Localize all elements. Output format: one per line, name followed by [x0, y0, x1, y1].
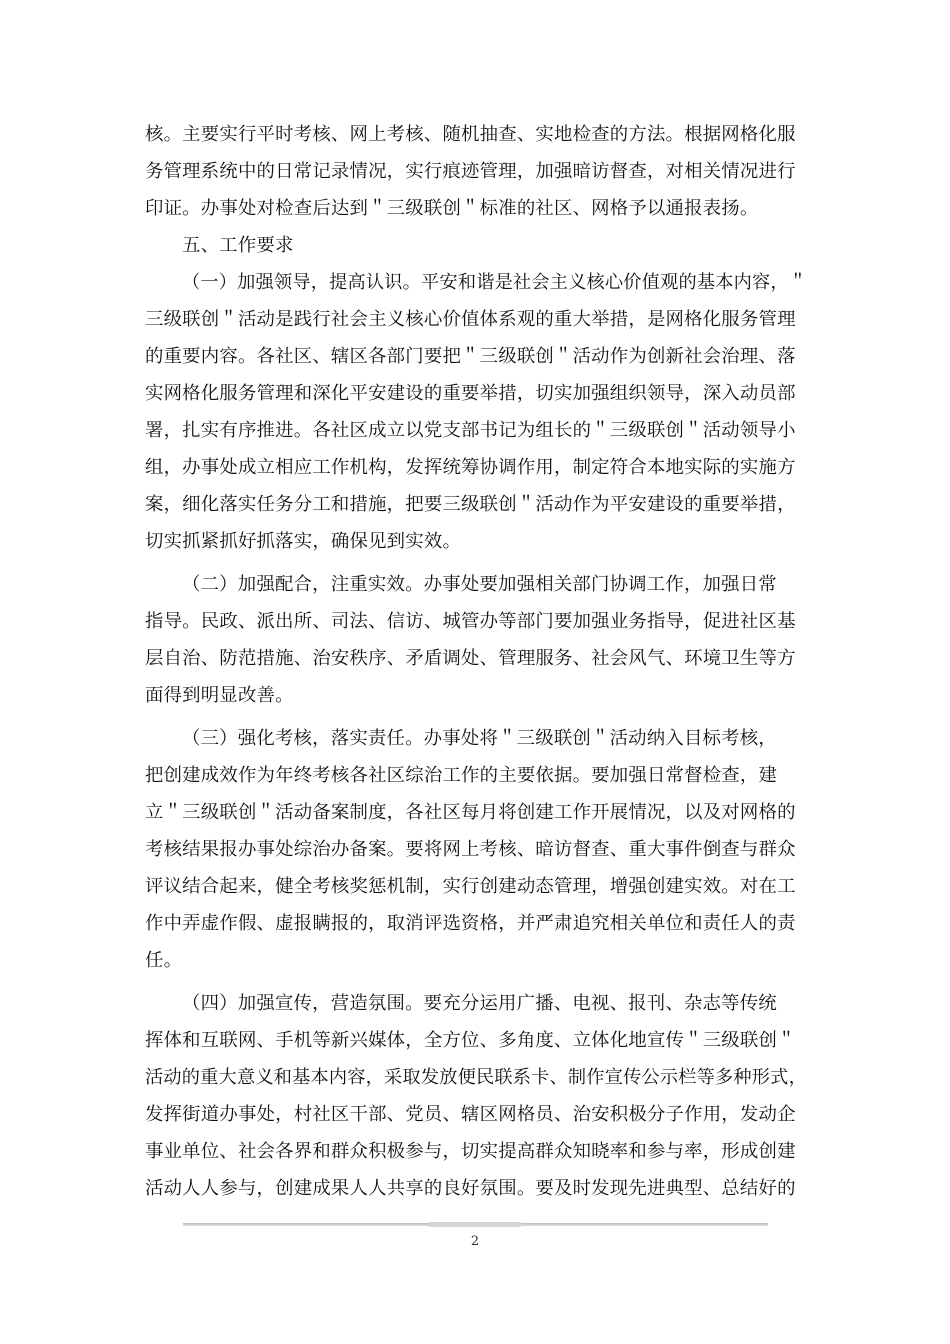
text-line: （三）强化考核，落实责任。办事处将＂三级联创＂活动纳入目标考核，	[182, 728, 777, 749]
text-line: （四）加强宣传，营造氛围。要充分运用广播、电视、报刊、杂志等传统	[182, 993, 777, 1014]
text-line: 活动人人参与，创建成果人人共享的良好氛围。要及时发现先进典型、总结好的	[145, 1178, 796, 1199]
section-heading: 五、工作要求	[182, 235, 294, 256]
page-number: 2	[470, 1234, 480, 1249]
text-line: 印证。办事处对检查后达到＂三级联创＂标准的社区、网格予以通报表扬。	[145, 198, 759, 219]
text-line: 立＂三级联创＂活动备案制度，各社区每月将创建工作开展情况，以及对网格的	[145, 802, 796, 823]
text-line: 层自治、防范措施、治安秩序、矛盾调处、管理服务、社会风气、环境卫生等方	[145, 648, 796, 669]
document-body	[145, 116, 807, 1207]
text-line: 事业单位、社会各界和群众积极参与，切实提高群众知晓率和参与率，形成创建	[145, 1141, 796, 1162]
text-line: 的重要内容。各社区、辖区各部门要把＂三级联创＂活动作为创新社会治理、落	[145, 346, 796, 367]
text-line: （一）加强领导，提高认识。平安和谐是社会主义核心价值观的基本内容，＂	[182, 272, 808, 293]
text-line: 作中弄虚作假、虚报瞒报的，取消评选资格，并严肃追究相关单位和责任人的责	[145, 913, 796, 934]
footer-divider-accent	[429, 1222, 521, 1227]
text-line: 组，办事处成立相应工作机构，发挥统筹协调作用，制定符合本地实际的实施方	[145, 457, 796, 478]
text-line: 指导。民政、派出所、司法、信访、城管办等部门要加强业务指导，促进社区基	[145, 611, 796, 632]
text-line: 挥体和互联网、手机等新兴媒体，全方位、多角度、立体化地宣传＂三级联创＂	[145, 1030, 796, 1051]
text-line: 评议结合起来，健全考核奖惩机制，实行创建动态管理，增强创建实效。对在工	[145, 876, 796, 897]
text-line: 核。主要实行平时考核、网上考核、随机抽查、实地检查的方法。根据网格化服	[145, 124, 796, 145]
text-line: 活动的重大意义和基本内容，采取发放便民联系卡、制作宣传公示栏等多种形式，	[145, 1067, 807, 1088]
text-line: 任。	[145, 950, 183, 971]
text-line: 把创建成效作为年终考核各社区综治工作的主要依据。要加强日常督检查，建	[145, 765, 778, 786]
text-line: 发挥街道办事处，村社区干部、党员、辖区网格员、治安积极分子作用，发动企	[145, 1104, 796, 1125]
text-line: （二）加强配合，注重实效。办事处要加强相关部门协调工作，加强日常	[182, 574, 777, 595]
text-line: 三级联创＂活动是践行社会主义核心价值体系观的重大举措，是网格化服务管理	[145, 309, 796, 330]
text-line: 务管理系统中的日常记录情况，实行痕迹管理，加强暗访督查，对相关情况进行	[145, 161, 796, 182]
text-line: 案，细化落实任务分工和措施，把要三级联创＂活动作为平安建设的重要举措，	[145, 494, 796, 515]
text-line: 切实抓紧抓好抓落实，确保见到实效。	[145, 531, 462, 552]
text-line: 实网格化服务管理和深化平安建设的重要举措，切实加强组织领导，深入动员部	[145, 383, 796, 404]
footer-divider	[183, 1223, 768, 1226]
text-line: 面得到明显改善。	[145, 685, 294, 706]
text-line: 考核结果报办事处综治办备案。要将网上考核、暗访督查、重大事件倒查与群众	[145, 839, 796, 860]
text-line: 署，扎实有序推进。各社区成立以党支部书记为组长的＂三级联创＂活动领导小	[145, 420, 796, 441]
